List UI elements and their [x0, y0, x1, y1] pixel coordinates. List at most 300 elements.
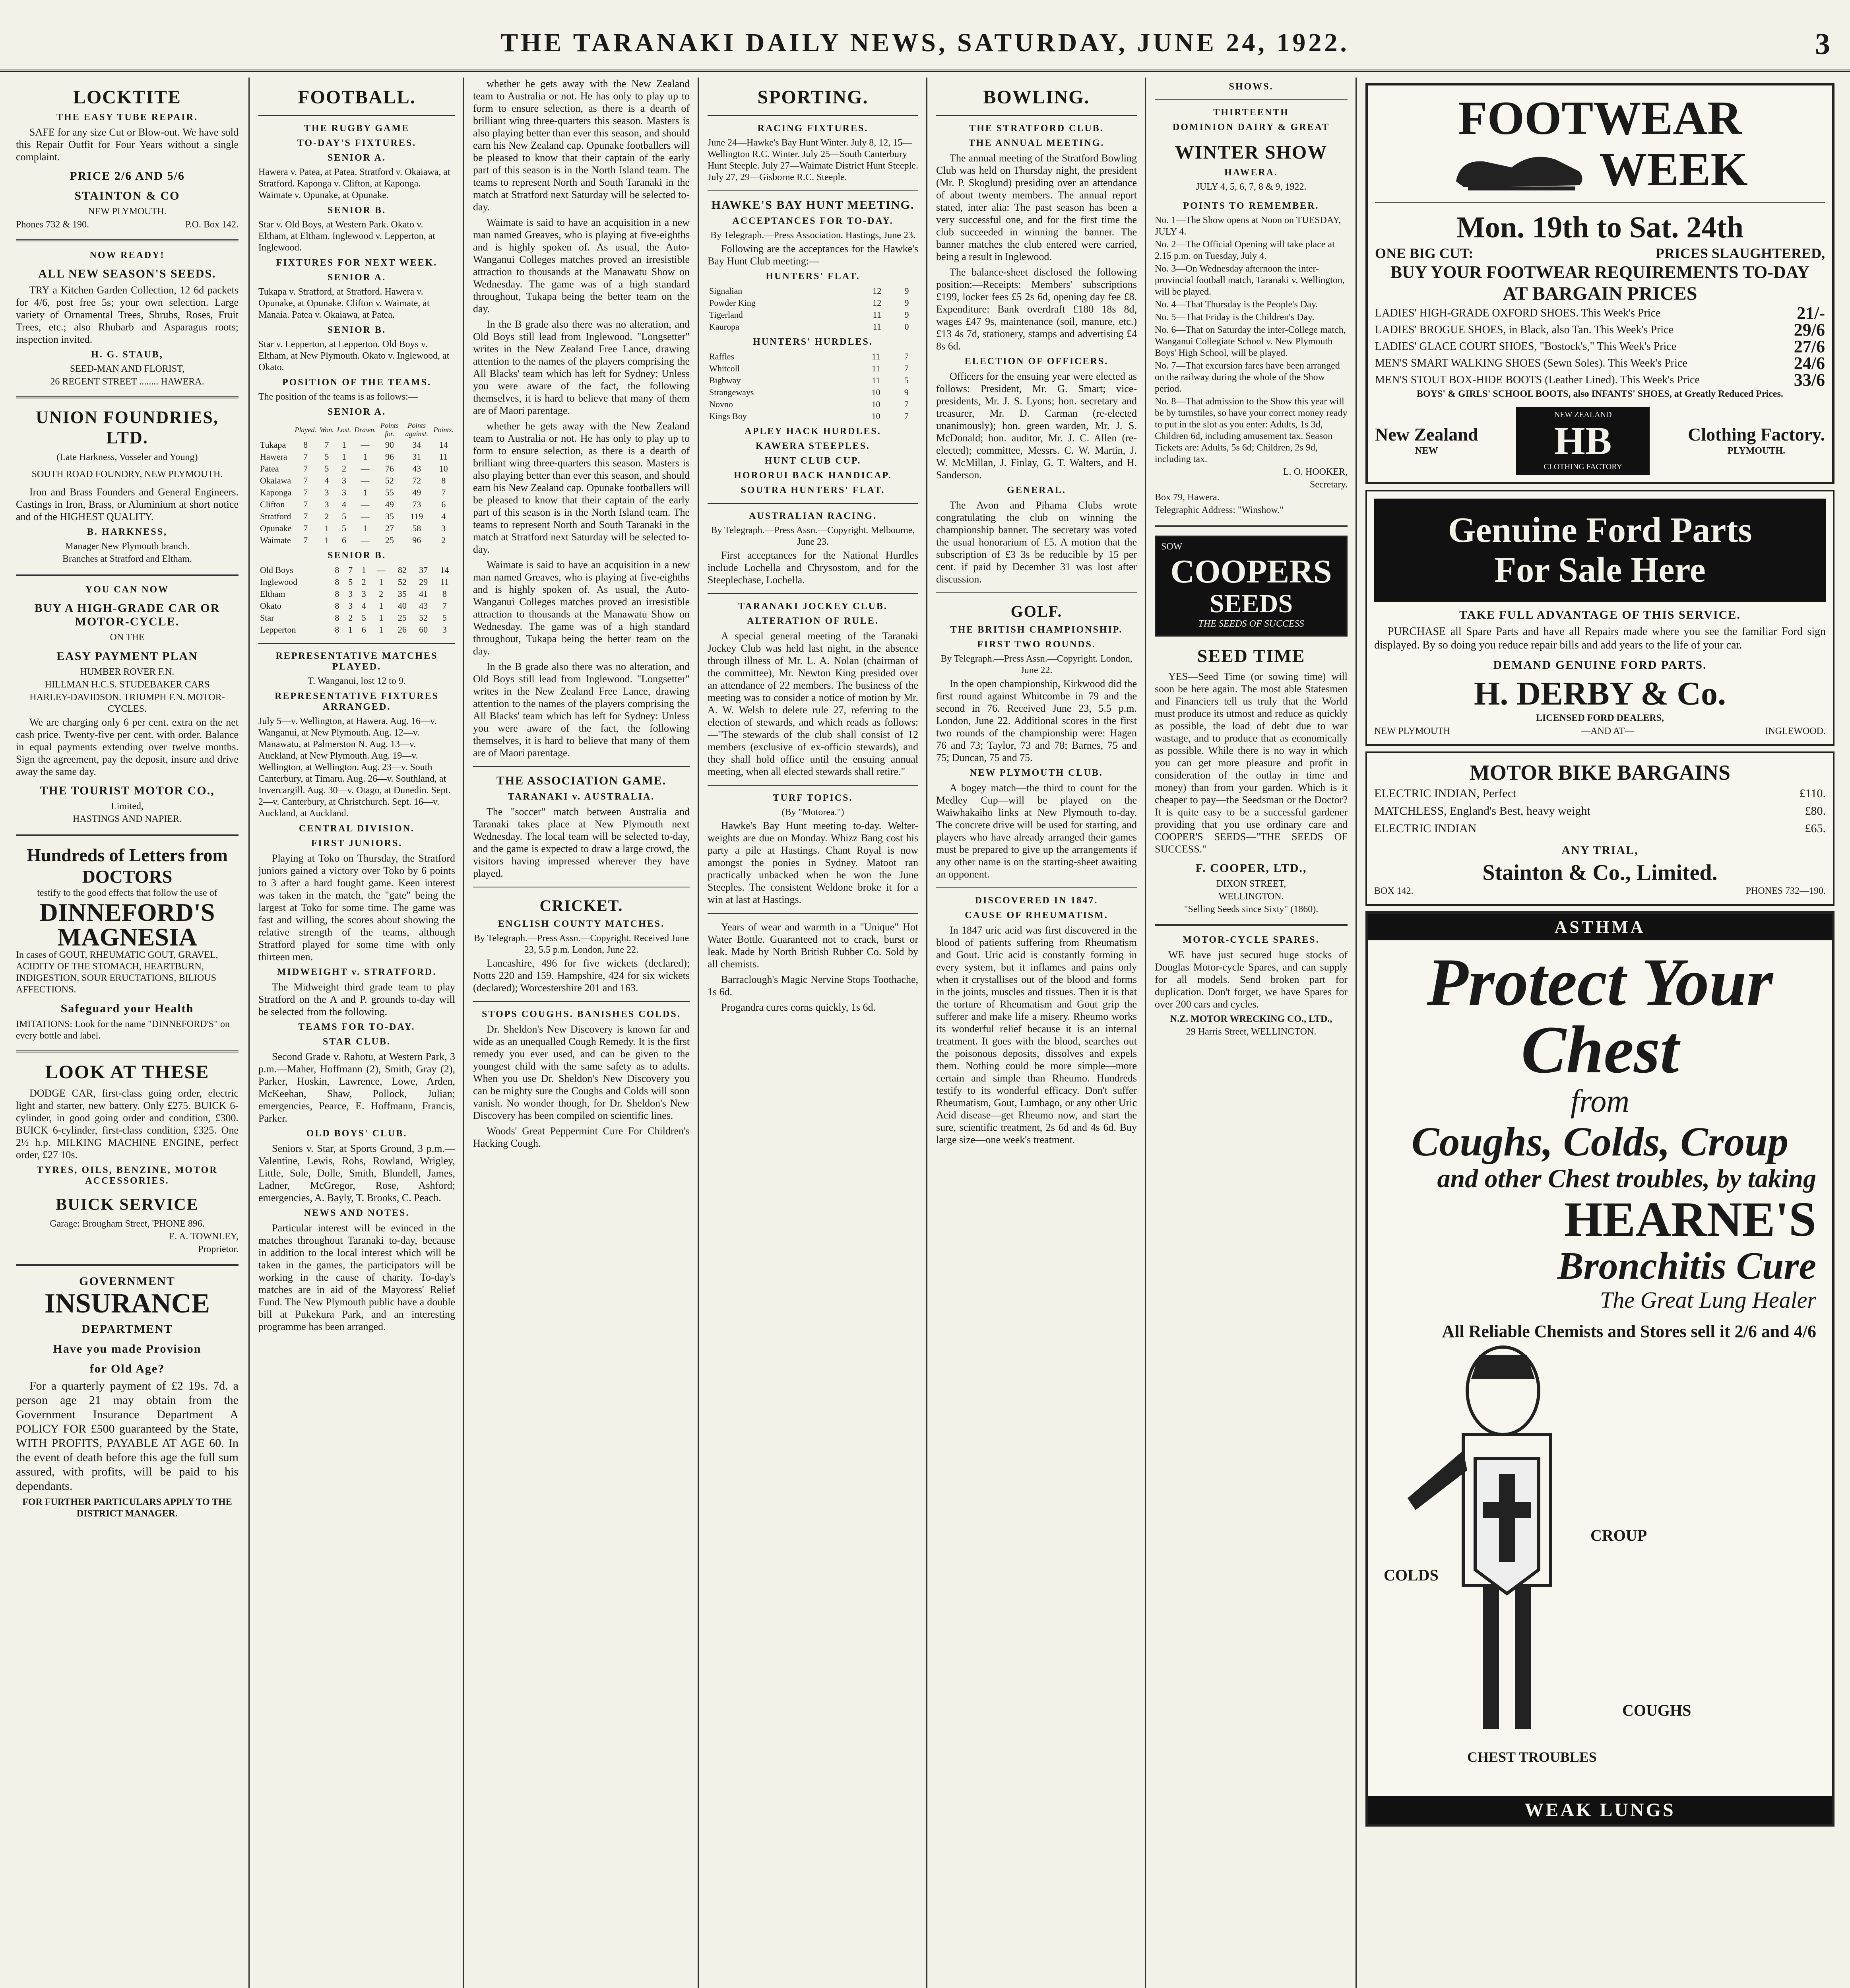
column-rule — [463, 78, 464, 1988]
cooper-town: WELLINGTON. — [1218, 891, 1284, 902]
table-cell: 43 — [419, 601, 428, 611]
locktite-body: SAFE for any size Cut or Blow-out. We have sold this Repair Outfit for Four Years without a single complaint. — [16, 126, 239, 163]
table-cell: Star — [260, 613, 274, 623]
seeds-ready: NOW READY! — [89, 250, 165, 260]
table-cell: 5 — [324, 452, 329, 462]
table-row — [258, 624, 455, 636]
hb-logo-bottom: CLOTHING FACTORY — [1544, 462, 1622, 471]
motor-ad — [16, 584, 239, 825]
list-item — [1374, 802, 1826, 820]
table-cell: Opunake — [260, 523, 292, 533]
table-cell: 7 — [442, 601, 447, 611]
insurance-q2: for Old Age? — [89, 1362, 165, 1375]
points-heading: POINTS TO REMEMBER. — [1183, 201, 1319, 211]
hororui-handicap: HORORUI BACK HANDICAP. — [734, 470, 892, 481]
table-cell: 4 — [441, 511, 446, 521]
table-cell: 1 — [324, 535, 329, 545]
stainton-phones: PHONES 732—190. — [1745, 886, 1826, 896]
locktite-ad — [16, 86, 239, 231]
senior-a: SENIOR A. — [327, 407, 386, 417]
motor-title: BUY A HIGH-GRADE CAR OR MOTOR-CYCLE. — [34, 602, 220, 628]
union-manager: B. HARKNESS, — [87, 527, 168, 537]
union-place: SOUTH ROAD FOUNDRY, NEW PLYMOUTH. — [31, 469, 223, 480]
table-cell: Clifton — [260, 499, 285, 509]
dinneford-testify: testify to the good effects that follow the use of — [37, 888, 217, 898]
table-cell: 7 — [303, 535, 308, 545]
table-header: Lost. — [337, 425, 351, 434]
fixtures-today: TO-DAY'S FIXTURES. — [297, 138, 417, 148]
dinneford-magnesia: MAGNESIA — [57, 923, 198, 951]
footwear-week-ad — [1365, 83, 1834, 484]
table-cell: 35 — [398, 589, 407, 599]
look-ad — [16, 1061, 239, 1255]
divider — [936, 115, 1137, 116]
column-rule — [1145, 78, 1146, 1988]
jockey-club: TARANAKI JOCKEY CLUB. — [738, 601, 888, 612]
divider — [473, 1001, 690, 1002]
weak-lungs-banner: WEAK LUNGS — [1368, 1796, 1832, 1824]
seeds-address: 26 REGENT STREET ........ HAWERA. — [50, 377, 204, 387]
bowling-text-b: The balance-sheet disclosed the following position:—Receipts: Members' subscriptions £199, locker fees £5 2s 6d, opening day fee £8. Expenditure: Bank overdraft £180 18s 8d, wages £47 9s, maintenance (soil, manure, etc.) £13 4s 7d, stationery, stamps and advertising £4 8s 6d. — [936, 266, 1137, 352]
table-row — [258, 451, 455, 463]
union-manager-role: Manager New Plymouth branch. — [65, 541, 190, 551]
mc-firm: N.Z. MOTOR WRECKING CO., LTD., — [1170, 1014, 1332, 1024]
list-item — [1375, 355, 1825, 372]
alteration-rule: ALTERATION OF RULE. — [747, 616, 879, 626]
table-cell: 5 — [342, 523, 347, 533]
table-cell: — — [361, 511, 370, 521]
table-cell: 9 — [904, 286, 909, 296]
table-cell: 9 — [904, 310, 909, 320]
table-cell: 76 — [385, 464, 394, 474]
table-cell: 14 — [440, 565, 449, 575]
insurance-gov: GOVERNMENT — [79, 1275, 175, 1288]
shows-heading: SHOWS. — [1229, 82, 1274, 92]
mc-spares-title: MOTOR-CYCLE SPARES. — [1183, 935, 1320, 945]
show-winter: WINTER SHOW — [1175, 142, 1328, 163]
table-cell: 35 — [385, 511, 394, 521]
table-cell: 6 — [441, 499, 446, 509]
table-cell: 25 — [398, 613, 407, 623]
table-cell: 4 — [361, 601, 366, 611]
table-cell: 41 — [419, 589, 428, 599]
australian-text: First acceptances for the National Hurdles include Lochella and Chrysostom, and for the Steeplechase, Lochella. — [708, 549, 918, 586]
ford-take: TAKE FULL ADVANTAGE OF THIS SERVICE. — [1459, 608, 1741, 621]
seed-time-text: YES—Seed Time (or sowing time) will soon be here again. The most able Statesmen and Financiers tell us truly that the World must produce its utmost and reduce as quickly as possible, the load of debt due to war wastage, and to produce that as economically as possible. While there is no way in which you can get more pleasure and profit in consideration of the outlay in time and money) than from your garden. Which is it cheaper to pay—the Seedsman or the Doctor? It is quite easy to be a successful gardener providing that you use ordinary care and COOPER'S SEEDS—"THE SEEDS OF SUCCESS." — [1155, 671, 1348, 855]
item-label: ELECTRIC INDIAN, Perfect — [1374, 787, 1516, 800]
table-row — [258, 576, 455, 588]
item-label: MATCHLESS, England's Best, heavy weight — [1374, 804, 1590, 817]
motor-makes-1: HUMBER ROVER F.N. — [80, 667, 175, 677]
ford-demand: DEMAND GENUINE FORD PARTS. — [1493, 658, 1707, 672]
label-coughs: COUGHS — [1622, 1701, 1691, 1719]
table-cell: 5 — [342, 511, 347, 521]
fixtures-next-week: FIXTURES FOR NEXT WEEK. — [276, 258, 438, 268]
table-cell: 3 — [342, 487, 347, 497]
senior-b: SENIOR B. — [327, 205, 386, 215]
golf-text: In the open championship, Kirkwood did the first round against Whitcombe in 79 and the second in 76. Received June 23, 5.5 p.m. London, June 22. Additional scores in the first two rounds of the championship were: Hagen 76 and 73; Taylor, 73 and 78; Barnes, 75 and 75; Duncan, 75 and 75. — [936, 678, 1137, 763]
list-item: No. 1—The Show opens at Noon on TUESDAY, JULY 4. — [1155, 215, 1341, 237]
hb-logo-letters: HB — [1554, 419, 1612, 463]
table-cell: Hawera — [260, 452, 287, 462]
motor-towns: HASTINGS AND NAPIER. — [72, 814, 182, 824]
item-label: LADIES' HIGH-GRADE OXFORD SHOES. This Week's Price — [1375, 307, 1661, 319]
football-title: FOOTBALL. — [298, 87, 416, 108]
general-heading: GENERAL. — [1007, 485, 1066, 495]
bargain-prices: AT BARGAIN PRICES — [1503, 283, 1697, 304]
table-cell: 7 — [303, 452, 308, 462]
table-cell: — — [361, 440, 370, 450]
table-cell: 5 — [442, 613, 447, 623]
table-cell: — — [361, 464, 370, 474]
buy-today: BUY YOUR FOOTWEAR REQUIREMENTS TO-DAY — [1390, 262, 1810, 282]
table-cell: 31 — [412, 452, 421, 462]
cricket-sub: ENGLISH COUNTY MATCHES. — [498, 919, 665, 929]
cooper-tagline: "Selling Seeds since Sixty" (1860). — [1184, 904, 1319, 914]
coopers-sow: SOW — [1161, 542, 1183, 552]
progandra-ad: Progandra cures corns quickly, 1s 6d. — [721, 1002, 876, 1013]
divider — [708, 913, 918, 914]
derby-name: H. DERBY & Co. — [1474, 675, 1726, 712]
motor-makes-2: HILLMAN H.C.S. STUDEBAKER CARS — [45, 679, 210, 690]
show-box: Box 79, Hawera. — [1155, 492, 1220, 503]
table-cell: 7 — [303, 523, 308, 533]
coopers-name: COOPERS — [1170, 553, 1332, 590]
table-cell: 7 — [348, 565, 353, 575]
hb-logo — [1516, 407, 1650, 475]
table-cell: 90 — [385, 440, 394, 450]
insurance-q1: Have you made Provision — [53, 1342, 202, 1355]
cricket-telegraph: By Telegraph.—Press Assn.—Copyright. Received June 23, 5.5 p.m. London, June 22. — [473, 933, 689, 955]
hunters-flat: HUNTERS' FLAT. — [766, 271, 860, 282]
table-cell: 8 — [303, 440, 308, 450]
coopers-logo — [1155, 536, 1348, 637]
show-points-list — [1155, 215, 1348, 465]
association-title: THE ASSOCIATION GAME. — [496, 774, 667, 787]
nervine-ad: Barraclough's Magic Nervine Stops Toothache, 1s 6d. — [708, 974, 918, 998]
divider — [16, 834, 239, 836]
look-body: DODGE CAR, first-class going order, electric light and starter, new battery. Only £275. BUICK 6-cylinder, in good going order and condition, £300. BUICK 6-cylinder, first-class condition, £325. One 2½ h.p. MILKING MACHINE ENGINE, perfect order, £27 10s. — [16, 1087, 239, 1161]
column-rule — [1356, 78, 1357, 1988]
column-2 — [258, 78, 455, 1988]
football-text-c2: In the B grade also there was no alteration, and Old Boys still lead from Inglewood. "Longsetter" writes in the New Zealand Free Lance, drawing attention to the names of the players comprising the All Blacks' team which has left for Sydney: Unless you were aware of the fact, the following themselves, it is hard to believe that many of them are of Maori parentage. — [473, 661, 690, 759]
table-cell: 96 — [385, 452, 394, 462]
table-cell: 11 — [873, 322, 881, 332]
jockey-text: A special general meeting of the Taranaki Jockey Club was held last night, in the absence through illness of Mr. L. A. Nolan (chairman of the committee), Mr. Newton King presided over an attendance of 22 members. The business of the meeting was to consider a notice of motion by Mr. A. W. Welsh to delete rule 27, referring to the election of stewards, and which reads as follows:—"The stewards of the club shall consist of 12 members (exclusive of ex-officio stewards), and they shall hold office until the ensuing annual meeting, when all elected stewards shall retire." — [708, 630, 918, 777]
seeds-body: TRY a Kitchen Garden Collection, 12 6d packets for 4/6, post free 5s; your own selection. Large variety of Ornamental Trees, Shrubs, Roses, Fruit Trees, etc.; also Rhubarb and Asparagus roots; inspection invited. — [16, 284, 239, 345]
table-cell: 1 — [379, 613, 384, 623]
table-cell: 26 — [398, 625, 407, 635]
mc-address: 29 Harris Street, WELLINGTON. — [1186, 1027, 1317, 1037]
union-note: (Late Harkness, Vosseler and Young) — [56, 452, 198, 462]
divider — [16, 574, 239, 576]
rep-fixtures: REPRESENTATIVE FIXTURES ARRANGED. — [275, 691, 439, 712]
table-cell: 1 — [379, 625, 384, 635]
clothing-factory: Clothing Factory. — [1688, 424, 1825, 445]
motor-body: We are charging only 6 per cent. extra on the net cash price. Twenty-five per cent. with order. Balance in equal payments extending over twelve months. Sign the agreement, pay the deposit, insure and drive away the same day. — [16, 716, 239, 777]
table-cell: 5 — [904, 375, 909, 385]
divider — [708, 503, 918, 504]
senior-b: SENIOR B. — [327, 325, 386, 335]
item-label: LADIES' BROGUE SHOES, in Black, also Tan. This Week's Price — [1375, 324, 1674, 336]
insurance-body: For a quarterly payment of £2 19s. 7d. a person age 21 may obtain from the Government Insurance Department A POLICY FOR £500 guaranteed by the State, WITH PROFITS, PAYABLE AT AGE 60. In the event of death before this age the full sum assured, with profits, will be paid to his dependants. — [16, 1379, 239, 1493]
column-1 — [16, 78, 239, 1988]
table-cell: 29 — [419, 577, 428, 587]
divider — [16, 396, 239, 398]
rheumatism-text: In 1847 uric acid was first discovered in the blood of patients suffering from Rheumatism and Gout. Uric acid is constantly forming in every system, but it inflames and pains only when it crystallises out of the blood and forms in the joints, muscles and tissues. Then it is that the torture of Rheumatism and Gout grip the sufferer and make life a misery. Rheumo works its wonderful relief because it is an internal treatment. It goes with the blood, searches out the poisonous deposits, dissolves and expels them. Nothing could be more simple—more certain and simple than Rheumo. Hundreds testify to its wonderful efficacy. Don't suffer Rheumatism, Gout, Lumbago, or any other Uric Acid disease—get Rheumo now, and start the sure, scientific treatment, 2s 6d and 4s 6d. Buy large size—one week's treatment. — [936, 924, 1137, 1145]
table-cell: 82 — [398, 565, 407, 575]
table-cell: 8 — [335, 577, 339, 587]
acceptances: ACCEPTANCES FOR TO-DAY. — [732, 216, 894, 226]
racing-fixtures: RACING FIXTURES. — [757, 123, 869, 134]
table-cell: 11 — [872, 363, 880, 373]
locktite-subtitle: THE EASY TUBE REPAIR. — [56, 112, 198, 122]
np-club: NEW PLYMOUTH CLUB. — [970, 768, 1103, 778]
ford-sale: For Sale Here — [1494, 550, 1706, 590]
show-secretary: L. O. HOOKER, — [1283, 467, 1348, 477]
item-price: 21/- — [1797, 303, 1825, 323]
golf-title: GOLF. — [1010, 602, 1063, 620]
derby-inglewood: INGLEWOOD. — [1765, 726, 1826, 736]
show-thirteenth: THIRTEENTH — [1213, 107, 1289, 118]
nz-label: New Zealand — [1375, 424, 1478, 445]
table-cell: 3 — [342, 476, 347, 485]
np-text: A bogey match—the third to count for the Medley Cup—will be played on the Waiwhakaiho links at New Plymouth to-day. The concrete drive will be used for starting, and players who have already arranged their games must be prepared to give up the arrangements if any other name is on the starting-sheet awaiting an opponent. — [936, 782, 1137, 880]
table-cell: 6 — [342, 535, 347, 545]
bronchitis-cure: Bronchitis Cure — [1557, 1244, 1816, 1287]
table-cell: 2 — [361, 577, 366, 587]
table-cell: 96 — [412, 535, 421, 545]
table-cell: 8 — [335, 601, 339, 611]
page-number: 3 — [1815, 27, 1830, 61]
fixtures-b: Star v. Old Boys, at Western Park. Okato v. Eltham, at Eltham. Inglewood v. Lepperton, at Inglewood. — [258, 219, 435, 253]
motor-limited: Limited, — [111, 801, 144, 812]
table-cell: 7 — [324, 440, 329, 450]
item-price: £80. — [1805, 804, 1826, 817]
midweight: MIDWEIGHT v. STRATFORD. — [277, 967, 437, 977]
table-header: Drawn. — [354, 425, 376, 434]
table-cell: — — [361, 476, 370, 485]
turf-byline: (By "Motorea.") — [781, 807, 844, 817]
table-cell: 5 — [324, 464, 329, 474]
list-item: No. 4—That Thursday is the People's Day. — [1155, 299, 1318, 310]
table-cell: Kaponga — [260, 487, 292, 497]
motor-plan: EASY PAYMENT PLAN — [56, 650, 198, 663]
hb-logo-top: NEW ZEALAND — [1554, 410, 1612, 419]
motor-on: ON THE — [110, 632, 145, 643]
label-croup: CROUP — [1590, 1526, 1647, 1544]
table-cell: 14 — [439, 440, 448, 450]
look-garage: Garage: Brougham Street, 'PHONE 896. — [50, 1219, 205, 1229]
list-item: No. 2—The Official Opening will take place at 2.15 p.m. on Tuesday, July 4. — [1155, 239, 1335, 261]
senior-a: SENIOR A. — [327, 153, 386, 163]
table-row — [708, 386, 918, 398]
item-price: 27/6 — [1794, 337, 1825, 356]
table-cell: 49 — [412, 487, 421, 497]
divider — [708, 785, 918, 786]
locktite-box: P.O. Box 142. — [185, 219, 239, 230]
table-cell: 8 — [335, 565, 339, 575]
prices-slaughtered: PRICES SLAUGHTERED, — [1655, 245, 1825, 261]
table-cell: 3 — [442, 625, 447, 635]
list-item: No. 7—That excursion fares have been arranged on the railway during the whole of the Show period. — [1155, 361, 1340, 394]
table-cell: 2 — [342, 464, 347, 474]
show-dominion: DOMINION DAIRY & GREAT — [1172, 122, 1330, 132]
fixtures-a: Hawera v. Patea, at Patea. Stratford v. Okaiawa, at Stratford. Kaponga v. Clifton, at Kaponga. Waimate v. Opunake, at Opunake. — [258, 167, 450, 200]
stainton-box: BOX 142. — [1374, 886, 1414, 896]
list-item: No. 5—That Friday is the Children's Day. — [1155, 312, 1315, 322]
table-cell: Bigbway — [709, 375, 741, 385]
table-cell: 0 — [904, 322, 909, 332]
sporting-title: SPORTING. — [757, 87, 869, 108]
seeds-ad — [16, 250, 239, 388]
label-colds: COLDS — [1384, 1566, 1439, 1584]
divider — [936, 592, 1137, 593]
positions-note: The position of the teams is as follows:— — [258, 392, 418, 402]
table-cell: 3 — [441, 523, 446, 533]
table-cell: Kauropa — [709, 322, 739, 332]
table-cell: 8 — [442, 589, 447, 599]
table-cell: Old Boys — [260, 565, 293, 575]
coughs-colds: Coughs, Colds, Croup — [1412, 1119, 1788, 1165]
list-item — [1375, 372, 1825, 388]
table-senior-a — [258, 421, 455, 546]
news-text: Particular interest will be evinced in the matches throughout Taranaki to-day, because in addition to the local interest which will be taken in the games, the participators will be working in the cause of charity. To-day's matches are in aid of the Mayoress' Relief Fund. The New Plymouth public have a double bill at Pukekura Park, and an interesting programme has been arranged. — [258, 1222, 455, 1332]
table-cell: 52 — [385, 476, 394, 485]
rep-played: REPRESENTATIVE MATCHES PLAYED. — [275, 651, 438, 672]
divider — [1155, 924, 1348, 926]
table-cell: 7 — [303, 487, 308, 497]
table-cell: 1 — [363, 452, 368, 462]
table-cell: Whitcoll — [709, 363, 740, 373]
general-text: The Avon and Pihama Clubs wrote congratulating the club on winning the championship banner. The secretary was voted the usual honorarium of £5. A motion that the subscription of £3 3s be reducible by 15 per cent. if paid by December 31 was lost after discussion. — [936, 499, 1137, 585]
woods-text: Woods' Great Peppermint Cure For Children's Hacking Cough. — [473, 1125, 690, 1149]
footwear-title: FOOTWEAR — [1458, 91, 1742, 144]
apley-hurdles: APLEY HACK HURDLES. — [745, 426, 881, 437]
table-cell: 7 — [904, 411, 909, 421]
table-header: Points for. — [380, 421, 399, 438]
table-cell: 1 — [324, 523, 329, 533]
cooper-address: DIXON STREET, — [1216, 879, 1286, 889]
table-row — [258, 534, 455, 546]
teams-today: TEAMS FOR TO-DAY. — [298, 1022, 415, 1032]
bowling-title: BOWLING. — [983, 87, 1090, 108]
boys-girls-shoes: BOYS' & GIRLS' SCHOOL BOOTS, also INFANTS' SHOES, at Greatly Reduced Prices. — [1417, 389, 1783, 399]
rep-played-text: T. Wanganui, lost 12 to 9. — [308, 676, 406, 686]
table-cell: Kings Boy — [709, 411, 747, 421]
golf-telegraph: By Telegraph.—Press Assn.—Copyright. London, June 22. — [941, 654, 1132, 676]
table-cell: 1 — [348, 625, 353, 635]
cricket-title: CRICKET. — [539, 897, 623, 914]
coopers-seeds: SEEDS — [1209, 589, 1293, 618]
news-notes: NEWS AND NOTES. — [304, 1208, 410, 1218]
kawera-steeples: KAWERA STEEPLES. — [755, 441, 871, 451]
old-boys-club: OLD BOYS' CLUB. — [306, 1128, 407, 1139]
racing-fixtures-list: June 24—Hawke's Bay Hunt Winter. July 8, 12, 15—Wellington R.C. Winter. July 25—South Canterbury Hunt Steeple. July 27—Waimate District Hunt Steeple. July 27, 29—Gisborne R.C. Steeple. — [708, 138, 918, 182]
divider — [16, 1264, 239, 1266]
nz-plymouth: PLYMOUTH. — [1727, 446, 1786, 456]
table-cell: 3 — [348, 589, 353, 599]
divider — [16, 1050, 239, 1052]
table-cell: 3 — [348, 601, 353, 611]
union-title: UNION FOUNDRIES, LTD. — [36, 408, 219, 447]
football-text-a2: whether he gets away with the New Zealand team to Australia or not. He has only to play up to form to ensure selection, as there is a dearth of brilliant wing three-quarters this season. Masters is also playing better than ever this season, and should earn his New Zealand cap. Opunake footballers will be pleased to know that their captain of the early part of this season is in the North Island team. The teams to represent North and South Taranaki in the match at Stratford next Saturday will be selected to-day. — [473, 420, 690, 555]
coopers-tagline: THE SEEDS OF SUCCESS — [1198, 619, 1304, 629]
ford-ad — [1365, 490, 1834, 746]
table-cell: Lepperton — [260, 625, 296, 635]
table-cell: 2 — [441, 535, 446, 545]
union-branches: Branches at Stratford and Eltham. — [62, 554, 192, 564]
table-cell: 7 — [303, 499, 308, 509]
masthead-title: THE TARANAKI DAILY NEWS, SATURDAY, JUNE 24, 1922. — [500, 28, 1350, 57]
stainton-name: Stainton & Co., Limited. — [1482, 860, 1718, 885]
column-7 — [1365, 78, 1834, 1988]
divider — [708, 593, 918, 594]
table-cell: Inglewood — [260, 577, 298, 587]
locktite-title: LOCKTITE — [73, 87, 182, 108]
table-cell: 58 — [412, 523, 421, 533]
table-cell: 49 — [385, 499, 394, 509]
show-telegraphic: Telegraphic Address: "Winshow." — [1155, 505, 1284, 515]
dinneford-use: In cases of GOUT, RHEUMATIC GOUT, GRAVEL, ACIDITY OF THE STOMACH, HEARTBURN, INDIGESTION, SOUR ERUCTATIONS, BILIOUS AFFECTIONS. — [16, 950, 218, 995]
table-cell: — — [361, 499, 370, 509]
other-troubles: and other Chest troubles, by taking — [1437, 1164, 1816, 1193]
table-cell: 1 — [361, 565, 366, 575]
table-cell: 8 — [441, 476, 446, 485]
column-rule — [698, 78, 699, 1988]
insurance-apply: FOR FURTHER PARTICULARS APPLY TO THE DISTRICT MANAGER. — [22, 1497, 232, 1519]
item-label: LADIES' GLACE COURT SHOES, "Bostock's," This Week's Price — [1375, 340, 1677, 353]
table-hunters-flat — [708, 285, 918, 333]
item-price: 33/6 — [1794, 370, 1825, 390]
table-cell: 11 — [439, 452, 448, 462]
table-cell: 52 — [419, 613, 428, 623]
stops-text: Dr. Sheldon's New Discovery is known far and wide as an unequalled Cough Remedy. It is the first remedy you ever used, and can be given to the youngest child with the same safety as to adults. When you use Dr. Sheldon's New Discovery you can be mighty sure the Coughs and Colds will soon vanish. No wonder though, for Dr. Sheldon's New Discovery has been compiled on scientific lines. — [473, 1023, 690, 1121]
item-label: MEN'S SMART WALKING SHOES (Sewn Soles). This Week's Price — [1375, 357, 1687, 369]
union-foundries-ad — [16, 407, 239, 565]
table-cell: 7 — [904, 351, 909, 361]
table-row — [708, 351, 918, 363]
table-row — [258, 588, 455, 600]
table-cell: Tukapa — [260, 440, 286, 450]
soutra-flat: SOUTRA HUNTERS' FLAT. — [741, 485, 885, 495]
table-cell: 10 — [871, 387, 880, 397]
locktite-town: NEW PLYMOUTH. — [88, 206, 167, 217]
dinneford-imitations: IMITATIONS: Look for the name "DINNEFORD'S" on every bottle and label. — [16, 1019, 230, 1041]
australian-racing: AUSTRALIAN RACING. — [749, 511, 877, 521]
divider — [473, 766, 690, 767]
derby-sub: LICENSED FORD DEALERS, — [1536, 713, 1664, 723]
senior-b: SENIOR B. — [327, 550, 386, 561]
table-cell: 2 — [324, 511, 329, 521]
table-cell: 55 — [385, 487, 394, 497]
column-5 — [936, 78, 1137, 1988]
table-cell: 9 — [904, 387, 909, 397]
table-cell: 7 — [904, 399, 909, 409]
hearnes-name: HEARNE'S — [1564, 1192, 1816, 1246]
table-cell: 7 — [904, 363, 909, 373]
table-row — [258, 522, 455, 534]
table-header: Points. — [433, 425, 454, 434]
motor-can: YOU CAN NOW — [85, 584, 169, 595]
australian-telegraph: By Telegraph.—Press Assn.—Copyright. Melbourne, June 23. — [711, 525, 915, 547]
table-row — [258, 600, 455, 612]
turf-topics: TURF TOPICS. — [773, 793, 853, 803]
bowling-text-a: The annual meeting of the Stratford Bowling Club was held on Thursday night, the president (Mr. P. Skoglund) presiding over an attendance of about twenty members. The annual report stated, inter alia: The past season has been a very successful one, and for the first time the club succeeded in winning the banner. The banner matches the club entered were carried, being a result in Inglewood. — [936, 152, 1137, 262]
list-item — [1374, 785, 1826, 802]
motor-firm: THE TOURIST MOTOR CO., — [40, 784, 215, 797]
table-cell: 9 — [904, 298, 909, 308]
